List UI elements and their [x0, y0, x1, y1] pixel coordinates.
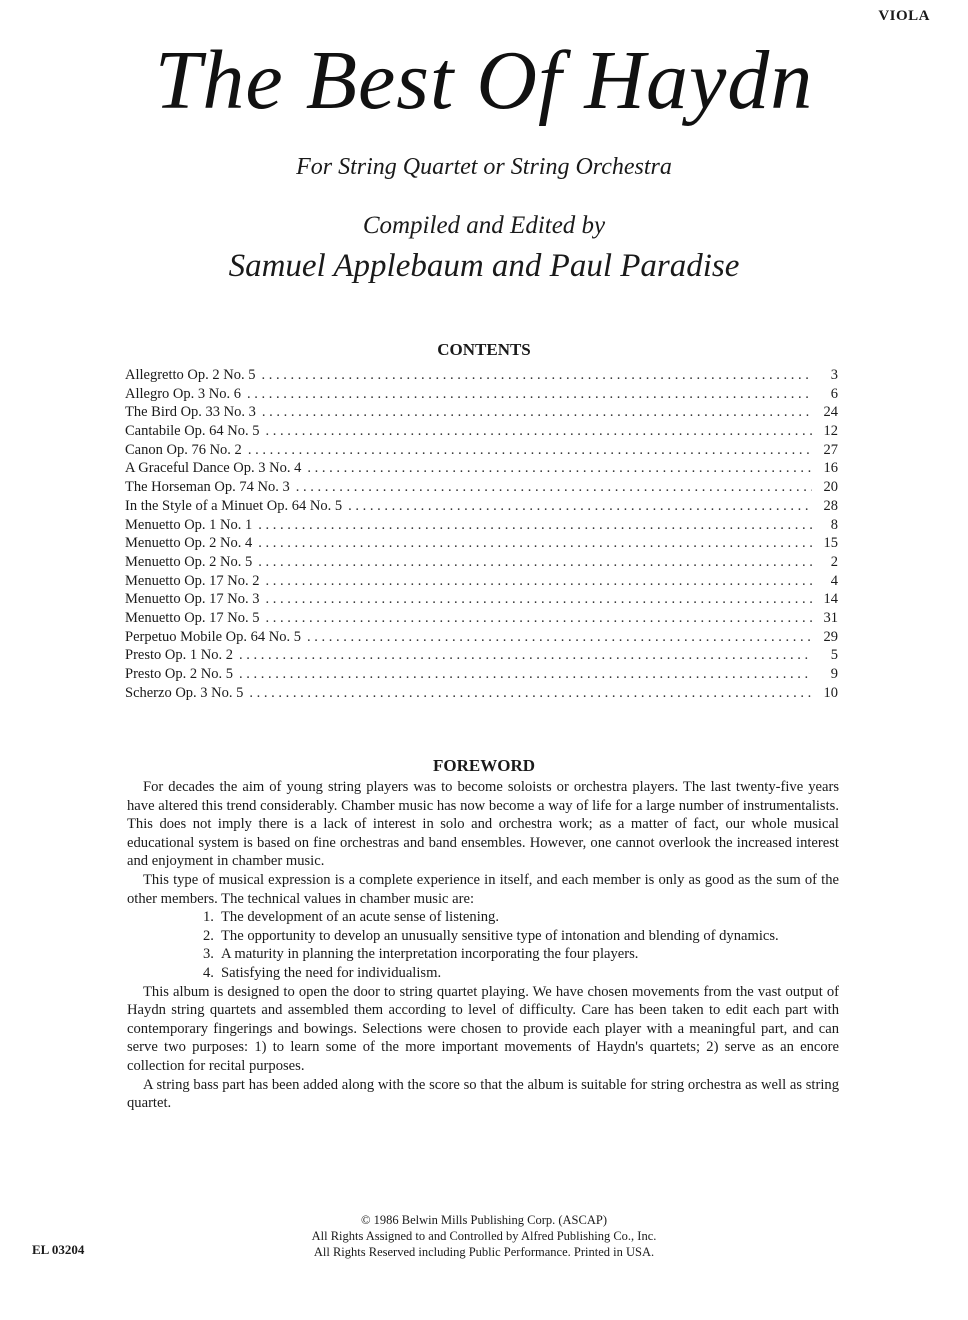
contents-item-title: Canon Op. 76 No. 2	[125, 441, 242, 458]
contents-item	[125, 534, 838, 553]
dot-leader	[262, 403, 812, 422]
dot-leader	[266, 572, 812, 591]
contents-item-title: Scherzo Op. 3 No. 5	[125, 684, 244, 701]
dot-leader	[307, 459, 812, 478]
contents-item-title: Allegro Op. 3 No. 6	[125, 385, 241, 402]
contents-item-page: 16	[823, 460, 838, 477]
dot-leader	[258, 516, 812, 535]
dot-leader	[239, 665, 812, 684]
list-item-text: The opportunity to develop an unusually sensitive type of intonation and blending of dynamics.	[221, 927, 779, 944]
contents-item-page: 12	[823, 423, 838, 440]
contents-item	[125, 628, 838, 647]
contents-item	[125, 516, 838, 535]
contents-item	[125, 422, 838, 441]
contents-item-page: 29	[823, 628, 838, 645]
dot-leader	[249, 684, 812, 703]
dot-leader	[247, 385, 812, 404]
foreword-paragraph: A string bass part has been added along with the score so that the album is suitable for string orchestra as well as string quartet.	[127, 1076, 839, 1112]
foreword-paragraph: For decades the aim of young string players was to become soloists or orchestra players. The last twenty-five years have altered this trend considerably. Chamber music has now become a way of life for a large number of instrumentalists. This does not imply there is a lack of interest in solo and orchestra work; as a matter of fact, our whole musical educational system is based on fine orchestras and band ensembles. However, one cannot overlook the increased interest and enjoyment in chamber music.	[127, 779, 839, 870]
contents-item	[125, 684, 838, 703]
list-item	[203, 927, 839, 946]
contents-item	[125, 403, 838, 422]
contents-item-title: Menuetto Op. 2 No. 5	[125, 553, 253, 570]
contents-item	[125, 553, 838, 572]
foreword-heading: FOREWORD	[433, 756, 535, 775]
contents-item-title: The Bird Op. 33 No. 3	[125, 404, 256, 421]
contents-item-title: Menuetto Op. 17 No. 3	[125, 591, 260, 608]
contents-item-title: Cantabile Op. 64 No. 5	[125, 423, 260, 440]
dot-leader	[307, 628, 812, 647]
contents-item-page: 5	[830, 647, 838, 664]
dot-leader	[266, 422, 812, 441]
part-label: VIOLA	[878, 8, 930, 24]
contents-item-title: Menuetto Op. 1 No. 1	[125, 516, 253, 533]
subtitle: For String Quartet or String Orchestra	[296, 154, 672, 180]
compiled-by-line: Compiled and Edited by	[362, 212, 606, 239]
list-item	[203, 964, 839, 983]
foreword-paragraph: This type of musical expression is a complete experience in itself, and each member is only as good as the sum of the other members. The technical values in chamber music are:	[127, 871, 839, 907]
copyright-line: All Rights Assigned to and Controlled by Alfred Publishing Co., Inc.	[311, 1229, 657, 1243]
contents-item-page: 9	[830, 666, 838, 682]
contents-item-page: 8	[830, 516, 838, 533]
contents-item-page: 3	[830, 367, 838, 383]
contents-item	[125, 665, 838, 684]
list-item-number: 4.	[203, 964, 214, 981]
dot-leader	[266, 590, 812, 609]
contents-item	[125, 385, 838, 404]
contents-item	[125, 590, 838, 609]
catalog-number: EL 03204	[32, 1242, 85, 1257]
foreword-paragraph: This album is designed to open the door to string quartet playing. We have chosen movements from the vast output of Haydn string quartets and assembled them according to level of difficulty. Care has been taken to edit each part with contemporary fingerings and bowings. Selections were chosen to provide each player with a meaningful part, and can serve two purposes: 1) to learn some of the more important movements of Haydn's quartets; 2) serve as an encore collection for recital purposes.	[127, 983, 839, 1074]
contents-item-title: Presto Op. 2 No. 5	[125, 666, 233, 682]
contents-item	[125, 609, 838, 628]
dot-leader	[266, 609, 812, 628]
contents-item	[125, 497, 838, 516]
contents-item-page: 6	[830, 385, 838, 402]
contents-item-title: In the Style of a Minuet Op. 64 No. 5	[125, 497, 343, 514]
contents-item-page: 20	[823, 479, 838, 496]
copyright-line: © 1986 Belwin Mills Publishing Corp. (ASCAP)	[361, 1213, 607, 1227]
contents-heading: CONTENTS	[437, 340, 531, 359]
contents-item-page: 4	[830, 572, 838, 589]
contents-item-page: 15	[823, 535, 838, 552]
dot-leader	[296, 478, 812, 497]
contents-item-title: Allegretto Op. 2 No. 5	[125, 367, 256, 383]
contents-item	[125, 459, 838, 478]
contents-item-page: 10	[823, 684, 838, 701]
dot-leader	[248, 441, 812, 460]
contents-list	[125, 366, 838, 702]
contents-item-page: 14	[823, 591, 838, 608]
copyright-notice	[0, 1212, 968, 1260]
dot-leader	[348, 497, 812, 516]
list-item-number: 1.	[203, 909, 214, 926]
technical-values-list	[127, 908, 839, 982]
contents-item-title: A Graceful Dance Op. 3 No. 4	[125, 460, 302, 477]
dot-leader	[258, 534, 812, 553]
contents-item-title: Menuetto Op. 2 No. 4	[125, 535, 253, 552]
editors-line: Samuel Applebaum and Paul Paradise	[228, 248, 740, 284]
contents-item-title: Menuetto Op. 17 No. 2	[125, 572, 260, 589]
list-item	[203, 945, 839, 964]
contents-item-page: 24	[823, 404, 838, 421]
contents-item	[125, 572, 838, 591]
contents-item	[125, 441, 838, 460]
dot-leader	[239, 646, 812, 665]
list-item-number: 2.	[203, 927, 214, 944]
contents-item-page: 27	[823, 441, 838, 458]
list-item-text: The development of an acute sense of listening.	[221, 909, 500, 926]
contents-item	[125, 366, 838, 385]
contents-item	[125, 646, 838, 665]
list-item-number: 3.	[203, 946, 214, 963]
list-item-text: Satisfying the need for individualism.	[221, 964, 442, 981]
contents-item-title: Menuetto Op. 17 No. 5	[125, 609, 260, 626]
list-item-text: A maturity in planning the interpretation incorporating the four players.	[221, 946, 639, 963]
dot-leader	[261, 366, 812, 385]
list-item	[203, 908, 839, 927]
contents-item-page: 2	[830, 553, 838, 570]
contents-item	[125, 478, 838, 497]
foreword-body	[127, 778, 839, 1113]
page-title: The Best Of Haydn	[154, 34, 814, 127]
dot-leader	[258, 553, 812, 572]
contents-item-page: 31	[823, 609, 838, 626]
contents-item-page: 28	[823, 497, 838, 514]
copyright-line: All Rights Reserved including Public Performance. Printed in USA.	[313, 1245, 655, 1259]
contents-item-title: Perpetuo Mobile Op. 64 No. 5	[125, 628, 301, 645]
contents-item-title: The Horseman Op. 74 No. 3	[125, 479, 290, 496]
contents-item-title: Presto Op. 1 No. 2	[125, 647, 233, 664]
